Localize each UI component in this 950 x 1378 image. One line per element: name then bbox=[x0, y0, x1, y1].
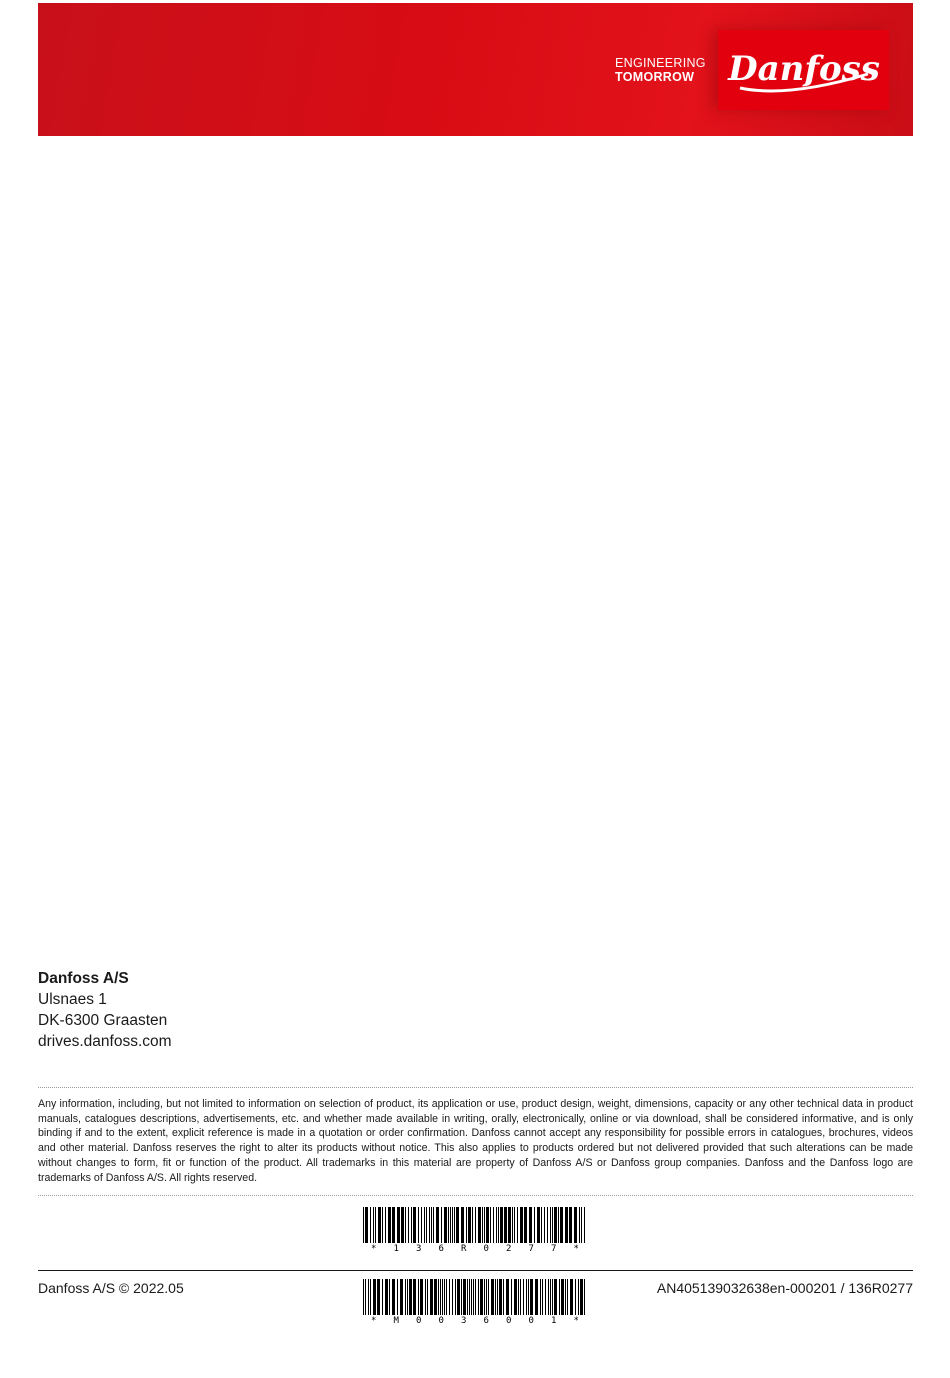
barcode-bar bbox=[405, 1279, 406, 1315]
barcode-bar bbox=[436, 1207, 439, 1243]
barcode-char: M bbox=[393, 1316, 399, 1326]
barcode-char: 1 bbox=[393, 1244, 399, 1254]
barcode-bar bbox=[401, 1207, 404, 1243]
barcode-bar bbox=[408, 1207, 409, 1243]
barcode-bar bbox=[431, 1207, 432, 1243]
barcode-bar bbox=[449, 1279, 450, 1315]
barcode-bar bbox=[488, 1279, 489, 1315]
divider-bottom bbox=[38, 1195, 913, 1196]
barcode-product-text bbox=[363, 1244, 587, 1254]
barcode-bar bbox=[472, 1207, 473, 1243]
barcode-bar bbox=[452, 1279, 453, 1315]
barcode-bar bbox=[561, 1279, 564, 1315]
barcode-bar bbox=[504, 1207, 507, 1243]
barcode-bar bbox=[524, 1207, 527, 1243]
barcode-bar bbox=[548, 1279, 549, 1315]
barcode-bar bbox=[493, 1207, 494, 1243]
barcode-bar bbox=[552, 1207, 553, 1243]
logo-wordmark: Danfoss bbox=[728, 49, 880, 89]
barcode-bar bbox=[578, 1279, 579, 1315]
barcode-char: 6 bbox=[483, 1316, 489, 1326]
barcode-bar bbox=[558, 1207, 559, 1243]
barcode-bar bbox=[421, 1207, 422, 1243]
barcode-bar bbox=[424, 1207, 425, 1243]
barcode-bar bbox=[491, 1279, 494, 1315]
barcode-bar bbox=[520, 1279, 521, 1315]
barcode-bar bbox=[565, 1207, 568, 1243]
barcode-bar bbox=[490, 1207, 491, 1243]
barcode-bar bbox=[480, 1279, 483, 1315]
barcode-bar bbox=[528, 1279, 529, 1315]
barcode-bar bbox=[523, 1279, 524, 1315]
barcode-bar bbox=[373, 1279, 376, 1315]
website-link[interactable]: drives.danfoss.com bbox=[38, 1033, 172, 1050]
barcode-bar bbox=[469, 1279, 470, 1315]
barcode-bar bbox=[370, 1279, 371, 1315]
barcode-bar bbox=[499, 1279, 502, 1315]
barcode-bar bbox=[365, 1279, 366, 1315]
barcode-char: 0 bbox=[438, 1316, 444, 1326]
barcode-bar bbox=[475, 1207, 476, 1243]
barcode-char: * bbox=[371, 1244, 377, 1254]
barcode-bar bbox=[433, 1207, 434, 1243]
barcode-bar bbox=[512, 1207, 513, 1243]
barcode-bar bbox=[363, 1207, 364, 1243]
barcode-bar bbox=[518, 1279, 519, 1315]
barcode-bar bbox=[463, 1279, 466, 1315]
barcode-bar bbox=[450, 1207, 451, 1243]
barcode-bar bbox=[400, 1279, 403, 1315]
barcode-bar bbox=[454, 1207, 455, 1243]
barcode-bar bbox=[484, 1207, 485, 1243]
barcode-bar bbox=[426, 1207, 427, 1243]
barcode-bar bbox=[461, 1279, 462, 1315]
barcode-bar bbox=[442, 1279, 443, 1315]
barcode-char: 1 bbox=[551, 1316, 557, 1326]
barcode-char: 0 bbox=[506, 1316, 512, 1326]
barcode-bar bbox=[452, 1207, 453, 1243]
barcode-bar bbox=[397, 1207, 400, 1243]
barcode-bar bbox=[542, 1279, 543, 1315]
barcode-bar bbox=[560, 1207, 563, 1243]
city-address: DK-6300 Graasten bbox=[38, 1012, 168, 1029]
barcode-bar bbox=[413, 1279, 416, 1315]
barcode-bar bbox=[427, 1279, 428, 1315]
barcode-bar bbox=[392, 1207, 395, 1243]
barcode-bar bbox=[484, 1279, 485, 1315]
document-number: AN405139032638en-000201 / 136R0277 bbox=[656, 1280, 913, 1296]
barcode-char: 0 bbox=[528, 1316, 534, 1326]
barcode-bar bbox=[517, 1207, 518, 1243]
barcode-bar bbox=[466, 1207, 467, 1243]
barcode-bar bbox=[554, 1279, 557, 1315]
barcode-bar bbox=[441, 1207, 442, 1243]
company-name: Danfoss A/S bbox=[38, 970, 129, 987]
barcode-bar bbox=[514, 1279, 517, 1315]
barcode-bar bbox=[418, 1279, 419, 1315]
tagline bbox=[615, 56, 705, 84]
barcode-bar bbox=[413, 1207, 416, 1243]
barcode-bar bbox=[506, 1279, 509, 1315]
danfoss-logo bbox=[718, 30, 889, 110]
barcode-bar bbox=[534, 1207, 535, 1243]
barcode-bar bbox=[526, 1279, 527, 1315]
address-block bbox=[38, 968, 172, 1052]
barcode-bar bbox=[554, 1207, 557, 1243]
barcode-char: * bbox=[573, 1244, 579, 1254]
barcode-bar bbox=[550, 1279, 551, 1315]
barcode-bar bbox=[434, 1279, 437, 1315]
barcode-bar bbox=[535, 1279, 538, 1315]
barcode-bar bbox=[405, 1207, 406, 1243]
barcode-char: 0 bbox=[483, 1244, 489, 1254]
barcode-bar bbox=[444, 1207, 447, 1243]
barcode-bar bbox=[541, 1207, 542, 1243]
barcode-bar bbox=[473, 1279, 474, 1315]
barcode-bar bbox=[575, 1279, 576, 1315]
barcode-char: 3 bbox=[416, 1244, 422, 1254]
barcode-bar bbox=[455, 1279, 456, 1315]
barcode-bar bbox=[457, 1279, 460, 1315]
barcode-bar bbox=[385, 1207, 386, 1243]
barcode-bar bbox=[382, 1279, 383, 1315]
barcode-bar bbox=[584, 1279, 585, 1315]
barcode-bar bbox=[418, 1207, 419, 1243]
barcode-bar bbox=[529, 1207, 532, 1243]
barcode-bar bbox=[478, 1279, 479, 1315]
barcode-char: * bbox=[573, 1316, 579, 1326]
barcode-bar bbox=[365, 1207, 368, 1243]
barcode-bar bbox=[407, 1279, 408, 1315]
barcode-bar bbox=[495, 1279, 496, 1315]
legal-disclaimer: Any information, including, but not limited to information on selection of product, its application or use, product design, weight, dimensions, capacity or any other technical data in product manuals, catalogues descriptions, advertisements, etc. and whether made available in writing, orally, electronically, online or via download, shall be considered informative, and is only binding if and to the extent, explicit reference is made in a quotation or order confirmation. Danfoss cannot accept any responsibility for possible errors in catalogues, brochures, videos and other material. Danfoss reserves the right to alter its products without notice. This also applies to products ordered but not delivered provided that such alterations can be made without changes to form, fit or function of the product. All trademarks in this material are property of Danfoss A/S or Danfoss group companies. Danfoss and the Danfoss logo are trademarks of Danfoss A/S. All rights reserved. bbox=[38, 1098, 913, 1184]
barcode-bars-product bbox=[363, 1207, 587, 1243]
barcode-bar bbox=[425, 1279, 426, 1315]
barcode-document bbox=[363, 1279, 587, 1326]
barcode-bar bbox=[377, 1279, 380, 1315]
barcode-bar bbox=[511, 1279, 512, 1315]
barcode-bar bbox=[545, 1279, 546, 1315]
barcode-bar bbox=[389, 1279, 390, 1315]
barcode-product bbox=[363, 1207, 587, 1254]
barcode-bar bbox=[370, 1207, 371, 1243]
barcode-bar bbox=[508, 1207, 511, 1243]
barcode-bar bbox=[440, 1279, 441, 1315]
barcode-bar bbox=[456, 1207, 459, 1243]
barcode-bar bbox=[567, 1279, 568, 1315]
barcode-bar bbox=[486, 1279, 487, 1315]
barcode-bar bbox=[537, 1207, 540, 1243]
barcode-char: 7 bbox=[528, 1244, 534, 1254]
barcode-bar bbox=[471, 1279, 472, 1315]
barcode-bar bbox=[363, 1279, 364, 1315]
barcode-char: 7 bbox=[551, 1244, 557, 1254]
barcode-bar bbox=[581, 1207, 582, 1243]
barcode-bar bbox=[438, 1279, 439, 1315]
barcode-document-text bbox=[363, 1316, 587, 1326]
barcode-char: 0 bbox=[416, 1316, 422, 1326]
barcode-bar bbox=[498, 1207, 499, 1243]
barcode-bar bbox=[429, 1207, 430, 1243]
barcode-bar bbox=[486, 1207, 489, 1243]
barcode-bar bbox=[461, 1207, 464, 1243]
barcode-bar bbox=[547, 1207, 548, 1243]
barcode-bar bbox=[430, 1279, 433, 1315]
barcode-bar bbox=[580, 1279, 583, 1315]
street-address: Ulsnaes 1 bbox=[38, 991, 107, 1008]
barcode-bar bbox=[475, 1279, 476, 1315]
barcode-bar bbox=[530, 1279, 533, 1315]
barcode-bar bbox=[559, 1279, 560, 1315]
barcode-bar bbox=[496, 1207, 497, 1243]
divider-top bbox=[38, 1087, 913, 1088]
barcode-bar bbox=[500, 1207, 503, 1243]
barcode-bar bbox=[514, 1207, 515, 1243]
barcode-bar bbox=[569, 1207, 572, 1243]
barcode-char: 3 bbox=[461, 1316, 467, 1326]
barcode-bar bbox=[409, 1279, 412, 1315]
barcode-bar bbox=[392, 1279, 395, 1315]
barcode-bar bbox=[385, 1279, 388, 1315]
barcode-bar bbox=[368, 1279, 369, 1315]
barcode-bar bbox=[503, 1279, 504, 1315]
barcode-bar bbox=[375, 1207, 376, 1243]
barcode-char: 6 bbox=[438, 1244, 444, 1254]
footer-rule bbox=[38, 1270, 913, 1271]
barcode-bar bbox=[540, 1279, 541, 1315]
barcode-bar bbox=[497, 1279, 498, 1315]
barcode-bar bbox=[468, 1207, 471, 1243]
barcode-bar bbox=[388, 1207, 391, 1243]
barcode-bar bbox=[467, 1279, 468, 1315]
barcode-bar bbox=[584, 1207, 585, 1243]
barcode-bar bbox=[478, 1207, 481, 1243]
barcode-bar bbox=[446, 1279, 447, 1315]
barcode-bar bbox=[570, 1279, 573, 1315]
barcode-bar bbox=[420, 1279, 423, 1315]
barcode-char: R bbox=[461, 1244, 467, 1254]
barcode-char: * bbox=[371, 1316, 377, 1326]
barcode-bar bbox=[411, 1207, 412, 1243]
barcode-bar bbox=[397, 1279, 398, 1315]
barcode-bar bbox=[544, 1207, 545, 1243]
barcode-bar bbox=[482, 1207, 483, 1243]
tagline-line2: TOMORROW bbox=[615, 70, 695, 84]
barcode-char: 2 bbox=[506, 1244, 512, 1254]
barcode-bar bbox=[574, 1207, 577, 1243]
barcode-bar bbox=[448, 1207, 449, 1243]
barcode-bar bbox=[565, 1279, 566, 1315]
barcode-bar bbox=[378, 1207, 381, 1243]
barcode-bar bbox=[520, 1207, 523, 1243]
barcode-bar bbox=[550, 1207, 551, 1243]
tagline-line1: ENGINEERING bbox=[615, 56, 706, 70]
header-banner bbox=[38, 3, 913, 136]
barcode-bar bbox=[373, 1207, 374, 1243]
barcode-bar bbox=[382, 1207, 383, 1243]
copyright: Danfoss A/S © 2022.05 bbox=[38, 1280, 184, 1296]
barcode-bar bbox=[444, 1279, 445, 1315]
barcode-bar bbox=[579, 1207, 580, 1243]
barcode-bars-document bbox=[363, 1279, 587, 1315]
barcode-bar bbox=[552, 1279, 553, 1315]
